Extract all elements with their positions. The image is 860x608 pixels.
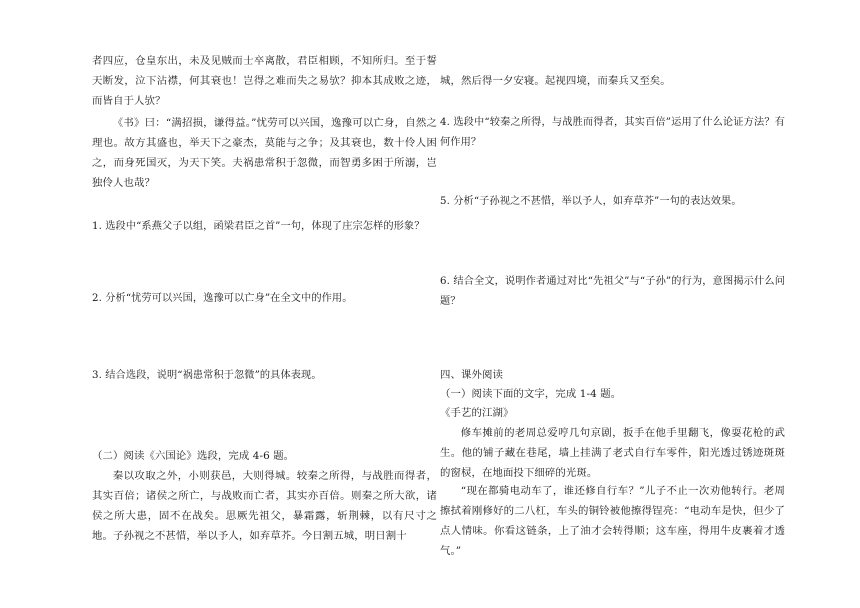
passage-paragraph-3: 秦以攻取之外，小则获邑，大则得城。较秦之所得，与战胜而得者，其实百倍；诸侯之所亡，与战败而亡者，其实亦百倍。则秦之所大欲，诸侯之所大患，固不在战矣。思厥先祖父，暴霜露，斩荆棘，以有尺寸之地。子孙视之不甚惜，举以予人，如弃草芥。今日割五城，明日割十 [92,470,437,543]
subsection-1-heading: （一）阅读下面的文字，完成 1-4 题。 [440,388,622,401]
question-6: 6. 结合全文，说明作者通过对比“先祖父”与“子孙”的行为，意图揭示什么问题？ [440,276,785,308]
story-paragraph-2: “现在都骑电动车了，谁还修自行车？”儿子不止一次劝他转行。老周擦拭着刚修好的二八杠，车头的铜铃被他擦得锃亮：“电动车是快，但少了点人情味。你看这链条，上了油才会转得顺；这车座，得用牛皮裹着才透气。” [440,485,785,558]
question-1: 1. 选段中“系燕父子以组，函梁君臣之首”一句，体现了庄宗怎样的形象？ [92,221,425,233]
question-3: 3. 结合选段，说明“祸患常积于忽微”的具体表现。 [92,370,322,382]
passage-paragraph-2: 《书》曰：“满招损，谦得益。”忧劳可以兴国，逸豫可以亡身，自然之理也。故方其盛也，举天下之豪杰，莫能与之争；及其衰也，数十伶人困之，而身死国灭，为天下笑。夫祸患常积于忽微，而智勇多困于所溺，岂独伶人也哉？ [92,117,437,190]
question-5: 5. 分析“子孙视之不甚惜，举以予人，如弃草芥”一句的表达效果。 [440,196,742,208]
passage-continuation: 城，然后得一夕安寝。起视四境，而秦兵又至矣。 [440,75,671,88]
question-2: 2. 分析“忧劳可以兴国，逸豫可以亡身”在全文中的作用。 [92,293,353,305]
passage-paragraph-1: 者四应，仓皇东出，未及见贼而士卒离散，君臣相顾，不知所归。至于誓天断发，泣下沾襟，何其衰也！岂得之难而失之易欤？抑本其成败之迹，而皆自于人欤？ [92,55,437,108]
question-4: 4. 选段中“较秦之所得，与战胜而得者，其实百倍”运用了什么论证方法？有何作用？ [440,117,785,149]
story-paragraph-1: 修车摊前的老周总爱哼几句京剧，扳手在他手里翻飞，像耍花枪的武生。他的铺子藏在巷尾，墙上挂满了老式自行车零件，阳光透过锈迹斑斑的窗棂，在地面投下细碎的光斑。 [440,427,785,480]
section-4-heading: 四、课外阅读 [440,369,503,382]
section-2-heading: （二）阅读《六国论》选段，完成 4-6 题。 [92,450,295,463]
story-title: 《手艺的江湖》 [440,407,514,420]
